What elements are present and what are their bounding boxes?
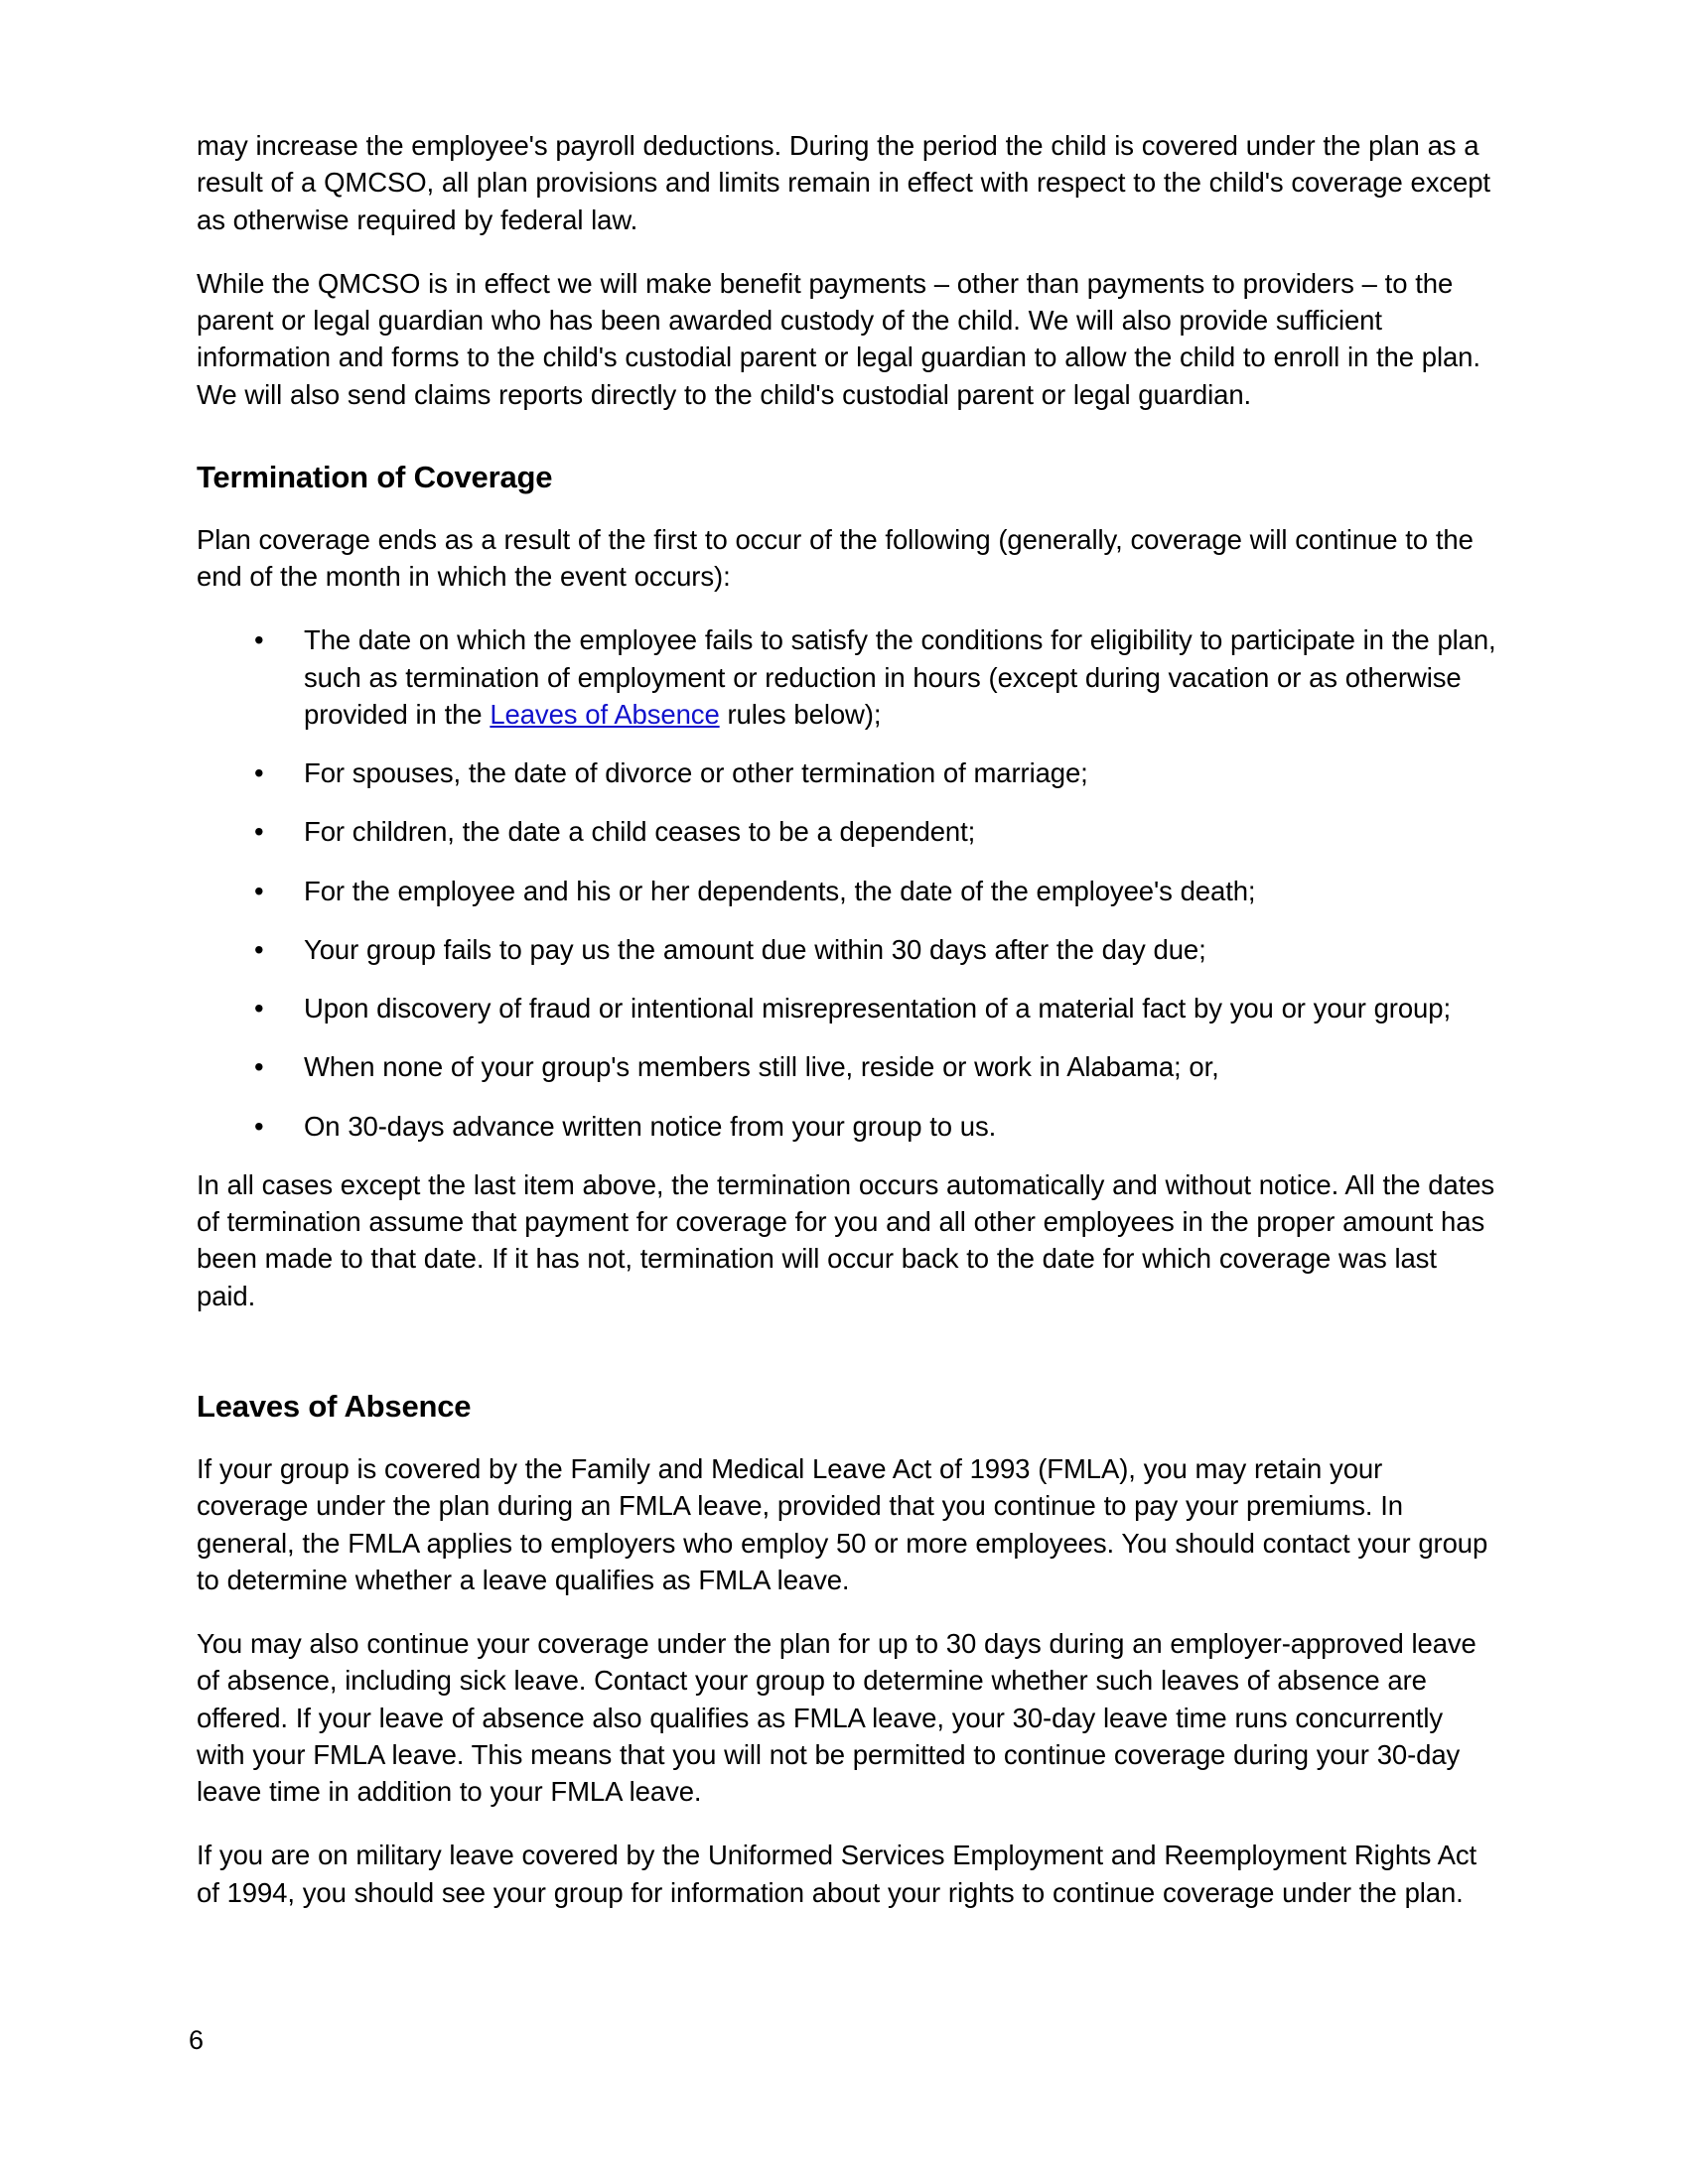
list-item <box>197 621 1497 733</box>
intro-paragraph-1: may increase the employee's payroll deductions. During the period the child is covered under the plan as a result of a QMCSO, all plan provisions and limits remain in effect with respect to the child's coverage except as otherwise required by federal law. <box>197 130 1490 235</box>
list-item <box>197 873 1497 909</box>
bullet-icon <box>254 754 264 791</box>
list-item <box>197 1048 1497 1085</box>
list-item <box>197 931 1497 968</box>
bullet-icon <box>254 990 264 1026</box>
list-item-text: When none of your group's members still live, reside or work in Alabama; or, <box>304 1051 1219 1083</box>
intro-paragraph-2: While the QMCSO is in effect we will make benefit payments – other than payments to providers – to the parent or legal guardian who has been awarded custody of the child. We will also provide sufficient information and forms to the child's custodial parent or legal guardian to allow the child to enroll in the plan. We will also send claims reports directly to the child's custodial parent or legal guardian. <box>197 267 1480 410</box>
termination-bullet-list <box>197 621 1497 1145</box>
list-item <box>197 1108 1497 1145</box>
bullet-icon <box>254 1108 264 1145</box>
list-item <box>197 813 1497 850</box>
page-number: 6 <box>189 2025 205 2055</box>
list-item <box>197 754 1497 791</box>
termination-closing-paragraph: In all cases except the last item above, the termination occurs automatically and without notice. All the dates of termination assume that payment for coverage for you and all other employees in the proper amount has been made to that date. If it has not, termination will occur back to the date for which coverage was last paid. <box>197 1168 1495 1311</box>
termination-of-coverage-heading: Termination of Coverage <box>197 459 553 494</box>
list-item <box>197 990 1497 1026</box>
leaves-of-absence-link[interactable]: Leaves of Absence <box>490 698 720 730</box>
list-item-text-before-link: The date on which the employee fails to satisfy the conditions for eligibility to participate in the plan, such as termination of employment or reduction in hours (except during vacation or as otherwise provided in the <box>304 624 1496 730</box>
list-item-text-after-link: rules below); <box>719 698 882 730</box>
leaves-paragraph-2: You may also continue your coverage under the plan for up to 30 days during an employer-approved leave of absence, including sick leave. Contact your group to determine whether such leaves of absence are offered. If your leave of absence also qualifies as FMLA leave, your 30-day leave time runs concurrently with your FMLA leave. This means that you will not be permitted to continue coverage during your 30-day leave time in addition to your FMLA leave. <box>197 1628 1477 1808</box>
leaves-paragraph-3: If you are on military leave covered by the Uniformed Services Employment and Reemployment Rights Act of 1994, you should see your group for information about your rights to continue coverage under the plan. <box>197 1840 1477 1908</box>
list-item-text: For children, the date a child ceases to be a dependent; <box>304 816 976 848</box>
list-item-text: Your group fails to pay us the amount due within 30 days after the day due; <box>304 933 1206 965</box>
bullet-icon <box>254 931 264 968</box>
list-item-text: For the employee and his or her dependents, the date of the employee's death; <box>304 875 1256 906</box>
bullet-icon <box>254 621 264 658</box>
bullet-icon <box>254 813 264 850</box>
bullet-icon <box>254 1048 264 1085</box>
page-content <box>197 127 1497 1938</box>
bullet-icon <box>254 873 264 909</box>
termination-intro-paragraph: Plan coverage ends as a result of the first to occur of the following (generally, coverage will continue to the end of the month in which the event occurs): <box>197 523 1474 593</box>
list-item-text: On 30-days advance written notice from your group to us. <box>304 1110 997 1142</box>
list-item-text: For spouses, the date of divorce or other termination of marriage; <box>304 757 1088 789</box>
leaves-of-absence-heading: Leaves of Absence <box>197 1388 472 1424</box>
leaves-paragraph-1: If your group is covered by the Family and Medical Leave Act of 1993 (FMLA), you may retain your coverage under the plan during an FMLA leave, provided that you continue to pay your premiums. In general, the FMLA applies to employers who employ 50 or more employees. You should contact your group to determine whether a leave qualifies as FMLA leave. <box>197 1453 1488 1595</box>
list-item-text: Upon discovery of fraud or intentional misrepresentation of a material fact by you or your group; <box>304 993 1451 1024</box>
